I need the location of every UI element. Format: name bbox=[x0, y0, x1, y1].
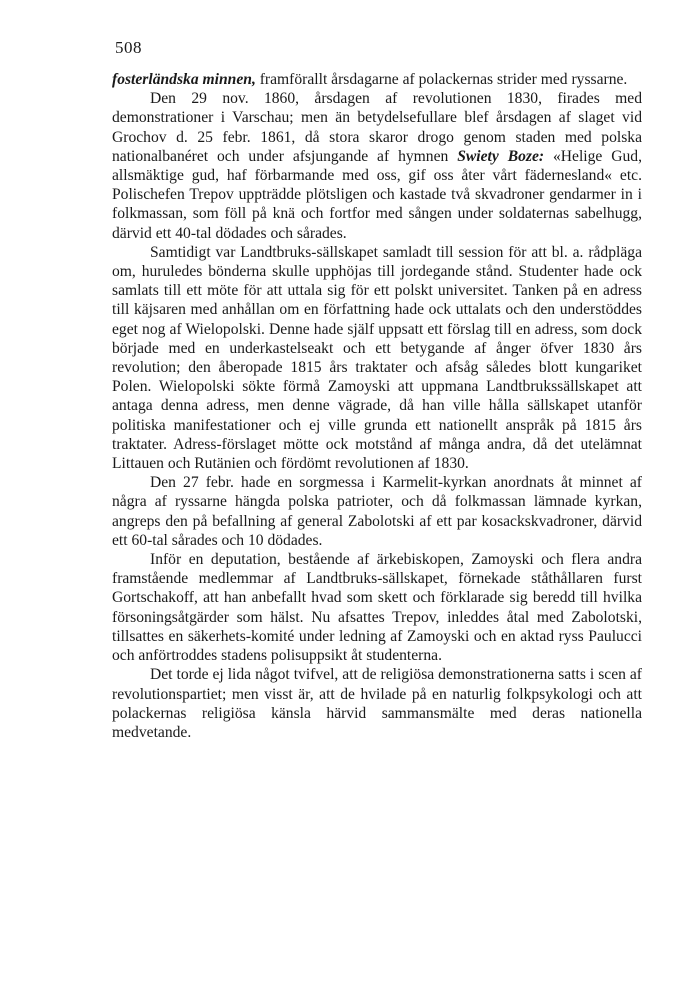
text-segment: framförallt årsdagarne af polackernas strider med ryssarne. bbox=[255, 71, 628, 88]
paragraph-continuation bbox=[112, 70, 642, 89]
paragraph-religious-demonstrations bbox=[112, 665, 642, 742]
paragraph-carmelite-church bbox=[112, 473, 642, 550]
text-segment: Inför en deputation, bestående af ärkebiskopen, Zamoyski och flera andra framstående medlemmar af Landtbruks-sällskapet, förnekade ståthållaren furst Gortschakoff, att han anbefallt hvad som skett och förklarade sig beredd till hvilka försoningsåtgärder som hälst. Nu afsattes Trepov, inleddes åtal med Zabolotski, tillsattes en säkerhets-komité under ledning af Zamoyski och en aktad ryss Paulucci och anförtroddes stadens polisuppsikt åt studenterna. bbox=[112, 551, 642, 665]
italic-phrase: fosterländska minnen, bbox=[112, 71, 256, 88]
text-segment: «Helige Gud, allsmäktige gud, haf förbarmande med oss, gif oss åter vårt fädernesland« etc. Polischefen Trepov uppträdde plötsligen och kastade två skvadroner gendarmer in i folkmassan, som föll på knä och fortfor med sången under soldaternas sabelhugg, därvid ett 40-tal dödades och sårades. bbox=[112, 147, 642, 242]
text-segment: Den 27 febr. hade en sorgmessa i Karmelit-kyrkan anordnats åt minnet af några af ryssarne hängda polska patrioter, och då folkmassan lämnade kyrkan, angreps den på befallning af general Zabolotski af ett par kosackskvadroner, därvid ett 60-tal sårades och 10 dödades. bbox=[112, 474, 642, 549]
paragraph-agricultural-society bbox=[112, 243, 642, 473]
book-page bbox=[112, 38, 642, 742]
page-number: 508 bbox=[115, 38, 142, 57]
text-segment: Samtidigt var Landtbruks-sällskapet samladt till session för att bl. a. rådpläga om, huruledes bönderna skulle upphöjas till jordegande stånd. Studenter hade ock samlats till ett möte för att uttala sig för ett polskt universitet. Tanken på en adress till käjsaren med anhållan om en författning hade ock uttalats och den understöddes eget nog af Wielopolski. Denne hade själf uppsatt ett förslag till en adress, som dock började med en underkastelseakt och ett betygande af ånger öfver 1830 års revolution; den åberopade 1815 års traktater och afsåg således blott kungariket Polen. Wielopolski sökte förmå Zamoyski att uppmana Landtbrukssällskapet att antaga denna adress, men denne vägrade, då han ville hålla sällskapet utanför politiska manifestationer och ej ville grunda ett nationellt anspråk på 1815 års traktater. Adress-förslaget mötte ock motstånd af många andra, då det utelämnat Littauen och Rutänien och fördömt revolutionen af 1830. bbox=[112, 243, 642, 473]
paragraph-grochov-anniversary bbox=[112, 89, 642, 243]
paragraph-deputation bbox=[112, 550, 642, 665]
hymn-title: Swiety Boze: bbox=[457, 147, 545, 165]
text-segment: Den 29 nov. 1860, årsdagen af revolutionen 1830, firades med demonstrationer i Varschau; men än betydelsefullare blef årsdagen af slaget vid Grochov d. 25 febr. 1861, då stora skaror drogo genom staden med polska nationalbanéret och under afsjungande af hymnen bbox=[112, 90, 642, 165]
text-segment: Det torde ej lida något tvifvel, att de religiösa demonstrationerna satts i scen af revolutionspartiet; men visst är, att de hvilade på en naturlig folkpsykologi och att polackernas religiösa känsla härvid sammansmälte med deras nationella medvetande. bbox=[112, 666, 642, 741]
